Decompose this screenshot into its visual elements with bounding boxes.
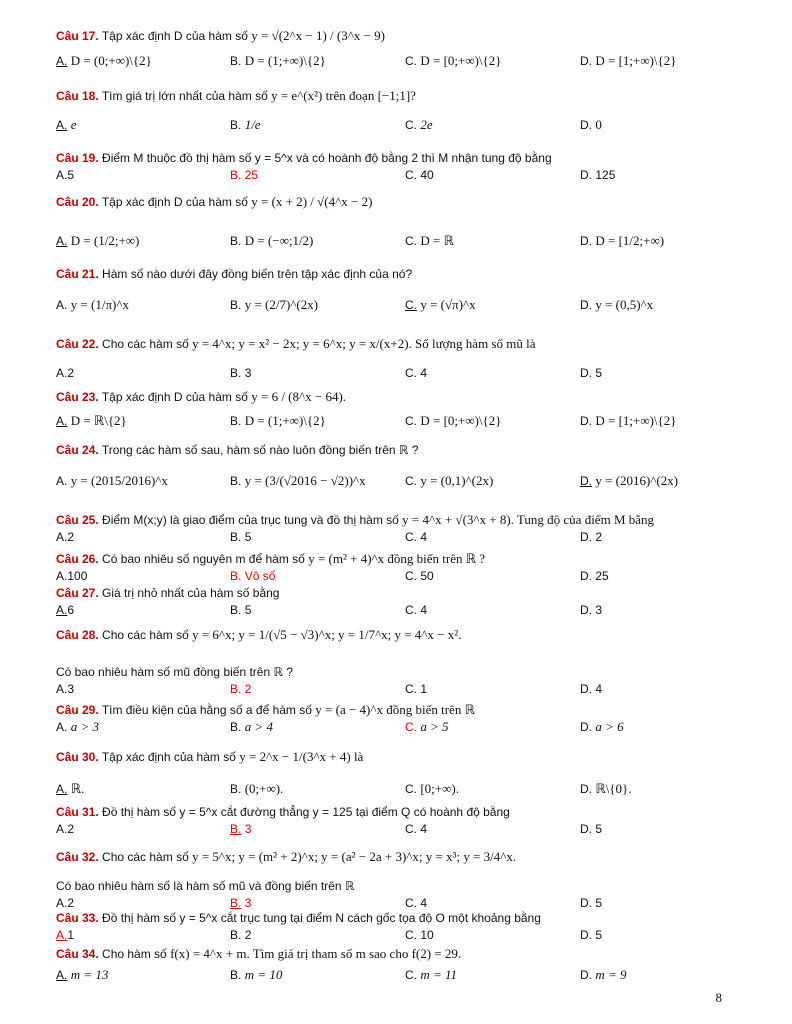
option-d[interactable]: D. m = 9 xyxy=(580,967,627,982)
question-extra: Có bao nhiêu hàm số mũ đồng biến trên ℝ ? xyxy=(56,665,293,679)
question-label: Câu 23. xyxy=(56,390,99,404)
option-row xyxy=(56,718,746,736)
question-30 xyxy=(56,742,746,798)
option-row xyxy=(56,116,746,134)
question-27 xyxy=(56,585,746,619)
option-c[interactable]: C. [0;+∞). xyxy=(405,781,459,796)
question-label: Câu 22. xyxy=(56,337,99,351)
question-19 xyxy=(56,150,746,184)
option-d[interactable]: D. a > 6 xyxy=(580,719,624,734)
question-label: Câu 21. xyxy=(56,267,99,281)
option-a[interactable]: A.2 xyxy=(56,366,75,380)
option-c[interactable]: C. 4 xyxy=(405,366,428,380)
question-label: Câu 19. xyxy=(56,151,99,165)
option-a[interactable]: A.3 xyxy=(56,682,75,696)
option-b[interactable]: B. 3 xyxy=(230,896,252,910)
option-d[interactable]: D. 25 xyxy=(580,569,609,583)
question-stem: Giá trị nhỏ nhất của hàm số bằng xyxy=(102,586,280,600)
question-formula: y = √(2^x − 1) / (3^x − 9) xyxy=(251,28,385,43)
option-d[interactable]: D. 3 xyxy=(580,603,603,617)
option-a[interactable]: A. D = (1/2;+∞) xyxy=(56,233,140,248)
option-row xyxy=(56,966,746,984)
option-a[interactable]: A. y = (2015/2016)^x xyxy=(56,473,168,488)
option-c[interactable]: C. 50 xyxy=(405,569,434,583)
option-d[interactable]: D. 0 xyxy=(580,117,602,132)
option-row xyxy=(56,601,746,619)
option-c[interactable]: C. y = (0,1)^(2x) xyxy=(405,473,494,488)
question-label: Câu 17. xyxy=(56,29,99,43)
question-label: Câu 18. xyxy=(56,89,99,103)
option-c[interactable]: C. a > 5 xyxy=(405,719,449,734)
question-label: Câu 28. xyxy=(56,628,99,642)
question-label: Câu 30. xyxy=(56,750,99,764)
option-b[interactable]: B. 5 xyxy=(230,603,252,617)
option-row xyxy=(56,296,746,314)
question-stem: Điểm M(x;y) là giao điểm của trục tung và đồ thị hàm số xyxy=(102,513,399,527)
question-24 xyxy=(56,442,746,490)
question-extra: Có bao nhiêu hàm số là hàm số mũ và đồng biến trên ℝ xyxy=(56,879,355,893)
question-25 xyxy=(56,512,746,546)
option-c[interactable]: C. 4 xyxy=(405,603,428,617)
question-22 xyxy=(56,336,746,382)
option-b[interactable]: B. (0;+∞). xyxy=(230,781,284,796)
option-row xyxy=(56,472,746,490)
option-c[interactable]: C. 4 xyxy=(405,896,428,910)
option-a[interactable]: A. D = ℝ\{2} xyxy=(56,413,127,428)
question-stem: Tìm giá trị lớn nhất của hàm số xyxy=(101,89,268,103)
option-c[interactable]: C. D = [0;+∞)\{2} xyxy=(405,53,502,68)
question-32 xyxy=(56,842,746,912)
option-b[interactable]: B. D = (1;+∞)\{2} xyxy=(230,53,326,68)
option-d[interactable]: D. y = (2016)^(2x) xyxy=(580,473,679,488)
question-formula: y = e^(x²) trên đoạn [−1;1]? xyxy=(271,88,416,103)
option-b[interactable]: B. 5 xyxy=(230,530,252,544)
option-row xyxy=(56,567,746,585)
option-c[interactable]: C. D = ℝ xyxy=(405,233,454,248)
question-stem: Điểm M thuộc đồ thị hàm số y = 5^x và có hoành độ bằng 2 thì M nhận tung độ bằng xyxy=(102,151,552,165)
question-formula: y = 6 / (8^x − 64). xyxy=(251,389,347,404)
option-row xyxy=(56,820,746,838)
option-a[interactable]: A. m = 13 xyxy=(56,967,109,982)
question-21 xyxy=(56,266,746,314)
question-label: Câu 32. xyxy=(56,850,99,864)
option-row xyxy=(56,166,746,184)
option-d[interactable]: D. 5 xyxy=(580,366,603,380)
option-c[interactable]: C. m = 11 xyxy=(405,967,458,982)
option-b[interactable]: B. y = (3/(√2016 − √2))^x xyxy=(230,473,366,488)
option-row xyxy=(56,680,746,698)
option-d[interactable]: D. y = (0,5)^x xyxy=(580,297,654,312)
option-b[interactable]: B. y = (2/7)^(2x) xyxy=(230,297,319,312)
option-c[interactable]: C. 40 xyxy=(405,168,434,182)
option-b[interactable]: B. 25 xyxy=(230,168,259,182)
question-stem: Cho hàm số xyxy=(102,947,167,961)
option-b[interactable]: B. 1/e xyxy=(230,117,261,132)
option-d[interactable]: D. 2 xyxy=(580,530,603,544)
option-d[interactable]: D. 5 xyxy=(580,928,603,942)
option-d[interactable]: D. D = [1/2;+∞) xyxy=(580,233,665,248)
question-20 xyxy=(56,186,746,250)
option-b[interactable]: B. 3 xyxy=(230,822,252,836)
option-c[interactable]: C. 1 xyxy=(405,682,428,696)
option-d[interactable]: D. 4 xyxy=(580,682,603,696)
question-label: Câu 25. xyxy=(56,513,99,527)
question-label: Câu 29. xyxy=(56,703,99,717)
question-stem: Tìm điều kiện của hằng số a để hàm số xyxy=(101,703,312,717)
question-stem: Đồ thị hàm số y = 5^x cắt trục tung tại điểm N cách gốc tọa độ O một khoảng bằng xyxy=(102,911,541,925)
option-d[interactable]: D. 5 xyxy=(580,896,603,910)
option-b[interactable]: B. m = 10 xyxy=(230,967,283,982)
option-b[interactable]: B. Vô số xyxy=(230,569,276,583)
question-label: Câu 33. xyxy=(56,911,99,925)
option-d[interactable]: D. D = [1;+∞)\{2} xyxy=(580,413,677,428)
option-c[interactable]: C. 10 xyxy=(405,928,434,942)
option-row xyxy=(56,232,746,250)
option-a[interactable]: A. e xyxy=(56,117,77,132)
option-b[interactable]: B. 2 xyxy=(230,682,252,696)
question-33 xyxy=(56,910,746,944)
option-a[interactable]: A. y = (1/π)^x xyxy=(56,297,129,312)
option-d[interactable]: D. D = [1;+∞)\{2} xyxy=(580,53,677,68)
question-formula: y = (m² + 4)^x đồng biến trên ℝ ? xyxy=(308,551,486,566)
option-row xyxy=(56,412,746,430)
question-formula: y = (a − 4)^x đồng biến trên ℝ xyxy=(315,702,475,717)
question-28 xyxy=(56,620,746,698)
option-d[interactable]: D. 125 xyxy=(580,168,616,182)
question-stem: Có bao nhiêu số nguyên m để hàm số xyxy=(102,552,305,566)
option-c[interactable]: C. D = [0;+∞)\{2} xyxy=(405,413,502,428)
page-number: 8 xyxy=(715,990,722,1005)
option-a[interactable]: A. a > 3 xyxy=(56,719,99,734)
question-formula: f(x) = 4^x + m. Tìm giá trị tham số m sao cho f(2) = 29. xyxy=(170,946,462,961)
option-a[interactable]: A.1 xyxy=(56,928,75,942)
question-formula: y = 6^x; y = 1/(√5 − √3)^x; y = 1/7^x; y = 4^x − x². xyxy=(192,627,462,642)
question-label: Câu 20. xyxy=(56,195,99,209)
option-row xyxy=(56,528,746,546)
question-formula: y = (x + 2) / √(4^x − 2) xyxy=(251,194,373,209)
option-a[interactable]: A.5 xyxy=(56,168,75,182)
question-formula: y = 5^x; y = (m² + 2)^x; y = (a² − 2a + 3)^x; y = x³; y = 3/4^x. xyxy=(192,849,517,864)
option-a[interactable]: A.2 xyxy=(56,530,75,544)
question-label: Câu 24. xyxy=(56,443,99,457)
question-formula: y = 2^x − 1/(3^x + 4) là xyxy=(239,749,364,764)
option-b[interactable]: B. a > 4 xyxy=(230,719,273,734)
option-b[interactable]: B. D = (1;+∞)\{2} xyxy=(230,413,326,428)
question-stem: Đồ thị hàm số y = 5^x cắt đường thẳng y = 125 tại điểm Q có hoành độ bằng xyxy=(102,805,510,819)
option-row xyxy=(56,52,746,70)
question-29 xyxy=(56,702,746,736)
question-stem: Hàm số nào dưới đây đồng biến trên tập xác định của nó? xyxy=(102,267,413,281)
question-stem: Tập xác định D của hàm số xyxy=(101,195,248,209)
question-18 xyxy=(56,88,746,134)
option-d[interactable]: D. ℝ\{0}. xyxy=(580,781,632,796)
question-stem: Trong các hàm số sau, hàm số nào luôn đồng biến trên ℝ ? xyxy=(101,443,419,457)
question-23 xyxy=(56,382,746,430)
option-a[interactable]: A. ℝ. xyxy=(56,781,85,796)
option-row xyxy=(56,364,746,382)
question-label: Câu 34. xyxy=(56,947,99,961)
question-formula: y = 4^x + √(3^x + 8). Tung độ của điểm M bằng xyxy=(402,512,655,527)
question-26 xyxy=(56,551,746,585)
option-a[interactable]: A.6 xyxy=(56,603,75,617)
option-d[interactable]: D. 5 xyxy=(580,822,603,836)
option-a[interactable]: A. D = (0;+∞)\{2} xyxy=(56,53,152,68)
question-stem: Tập xác định D của hàm số xyxy=(101,390,248,404)
option-a[interactable]: A.100 xyxy=(56,569,88,583)
question-label: Câu 26. xyxy=(56,552,99,566)
question-17 xyxy=(56,20,746,70)
question-34 xyxy=(56,946,746,984)
option-c[interactable]: C. 2e xyxy=(405,117,433,132)
option-row xyxy=(56,780,746,798)
question-stem: Cho các hàm số xyxy=(102,337,189,351)
question-label: Câu 31. xyxy=(56,805,99,819)
option-row xyxy=(56,926,746,944)
question-31 xyxy=(56,804,746,838)
option-b[interactable]: B. 2 xyxy=(230,928,252,942)
option-c[interactable]: C. 4 xyxy=(405,530,428,544)
question-stem: Tập xác định D của hàm số xyxy=(101,29,248,43)
option-b[interactable]: B. D = (−∞;1/2) xyxy=(230,233,314,248)
question-stem: Cho các hàm số xyxy=(102,628,189,642)
option-c[interactable]: C. y = (√π)^x xyxy=(405,297,476,312)
option-c[interactable]: C. 4 xyxy=(405,822,428,836)
question-stem: Cho các hàm số xyxy=(102,850,189,864)
question-stem: Tập xác định của hàm số xyxy=(101,750,236,764)
question-formula: y = 4^x; y = x² − 2x; y = 6^x; y = x/(x+2). Số lượng hàm số mũ là xyxy=(192,336,536,351)
option-a[interactable]: A.2 xyxy=(56,896,75,910)
option-a[interactable]: A.2 xyxy=(56,822,75,836)
question-label: Câu 27. xyxy=(56,586,99,600)
option-b[interactable]: B. 3 xyxy=(230,366,252,380)
